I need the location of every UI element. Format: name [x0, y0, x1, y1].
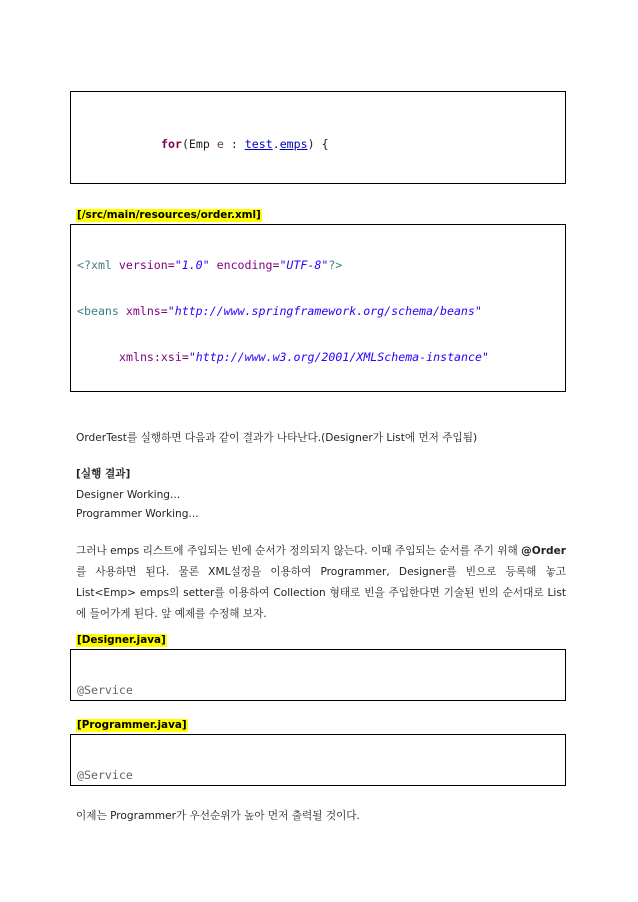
code-line-work	[77, 183, 559, 184]
code-line: xmlns:xsi="http://www.w3.org/2001/XMLSchema-instance"	[119, 350, 489, 365]
result-line: Programmer Working...	[76, 508, 199, 520]
service-annotation: @Service	[77, 682, 133, 697]
code-line: <?xml version="1.0" encoding="UTF-8"?>	[77, 257, 343, 272]
section-label-order-xml: [/src/main/resources/order.xml]	[77, 209, 261, 221]
code-line: @Service	[77, 767, 133, 782]
paragraph-ordertest: OrderTest를 실행하면 다음과 같이 결과가 나타난다.(Designer가 List에 먼저 주입됨)	[76, 432, 478, 444]
code-block-programmer	[70, 734, 566, 786]
code-line	[77, 683, 559, 698]
section-label-programmer: [Programmer.java]	[77, 719, 187, 731]
result-heading: [실행 결과]	[76, 468, 131, 480]
code-block-designer	[70, 649, 566, 701]
code-line-for: for(Emp e : test.emps) {	[161, 136, 329, 151]
code-block-java-loop	[70, 91, 566, 184]
section-label-designer: [Designer.java]	[77, 634, 166, 646]
paragraph-order-explanation: 그러나 emps 리스트에 주입되는 빈에 순서가 정의되지 않는다. 이때 주입되는 순서를 주기 위해 @Order를 사용하면 된다. 물론 XML설정을 이용하여 Programmer, Designer를 빈으로 등록해 놓고 List<Emp> emps의 setter를 이용하여 Collection 형태로 빈을 주입한다면 기술된 빈의 순서대로 List에 들어가게 된다. 앞 예제를 수정해 보자.	[76, 545, 566, 620]
code-block-order-xml	[70, 224, 566, 392]
result-line: Designer Working...	[76, 489, 181, 501]
paragraph-conclusion: 이제는 Programmer가 우선순위가 높아 먼저 출력될 것이다.	[76, 810, 360, 822]
code-line: <beans xmlns="http://www.springframework.org/schema/beans"	[77, 304, 482, 319]
